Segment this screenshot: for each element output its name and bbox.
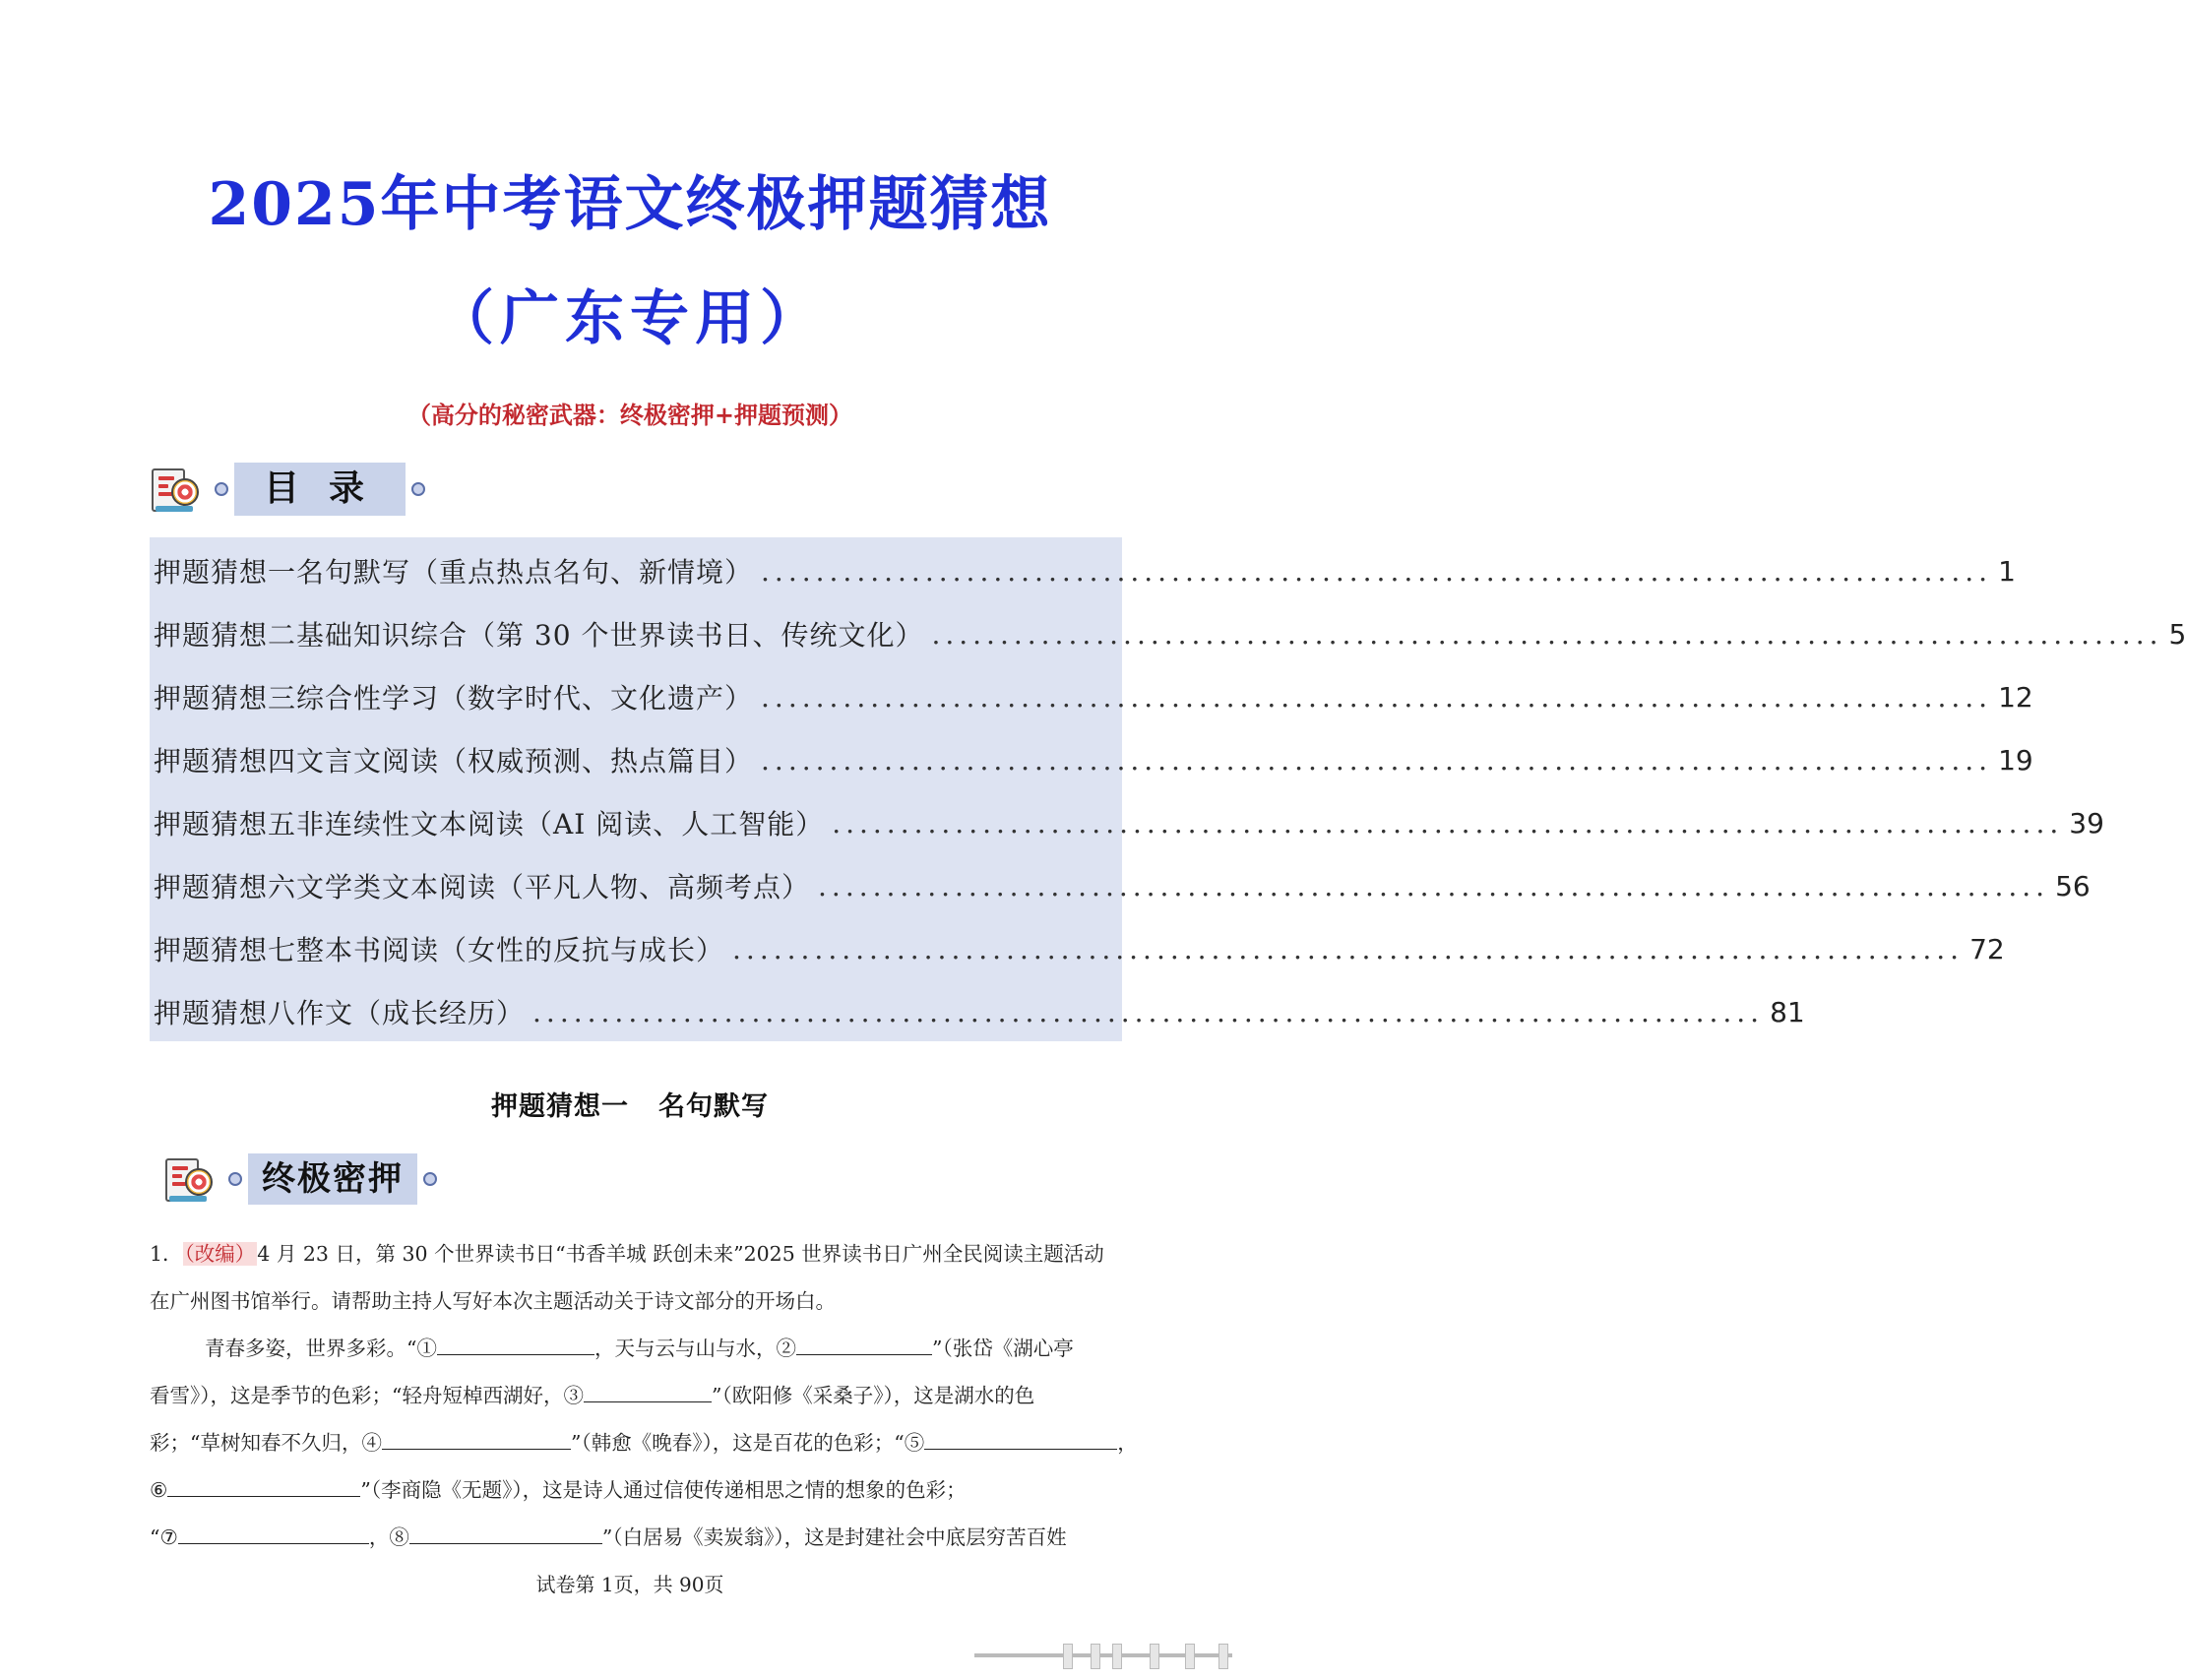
question-line: “⑦ ，⑧ ”（白居易《卖炭翁》），这是封建社会中底层穷苦百姓 [150,1525,1067,1549]
toc-page-number: 56 [2055,869,2091,902]
toc-page-number: 19 [1998,743,2033,777]
toc-item[interactable]: 押题猜想三 综合性学习（数字时代、文化遗产） .......................................................................................... 12 [154,680,2033,715]
document-tagline: （高分的秘密武器：终极密押+押题预测） [406,401,853,429]
toc-item[interactable]: 押题猜想八 作文（成长经历） .......................................................................................... 81 [154,995,1805,1029]
toc-item[interactable]: 押题猜想二 基础知识综合（第 30 个世界读书日、传统文化） .......................................................................................... 5 [154,617,2186,652]
toc-header [150,463,431,516]
horizontal-scrollbar[interactable] [974,1644,1232,1667]
toc-page-number: 1 [1998,554,2016,588]
dot-leader: .......................................................................................... [761,680,1993,714]
dot-leader: .......................................................................................... [532,995,1765,1028]
dot-leader: .......................................................................................... [761,554,1993,588]
scrollbar-thumb[interactable] [1112,1644,1122,1669]
dot-leader: .......................................................................................... [732,932,1965,965]
question-text [150,1230,1138,1561]
toc-page-number: 72 [1969,932,2005,965]
section-title: 押题猜想一 名句默写 [491,1091,769,1122]
question-line: 彩；“草树知春不久归，④ ”（韩愈《晚春》），这是百花的色彩；“⑤ ， [150,1431,1138,1455]
bullet-dot [423,1172,437,1186]
question-line: 青春多姿，世界多彩。“① ，天与云与山与水，② ”（张岱《湖心亭 [205,1337,1074,1360]
answer-blank-8[interactable] [409,1524,602,1544]
dot-leader: .......................................................................................... [818,869,2050,902]
toc-item[interactable]: 押题猜想四 文言文阅读（权威预测、热点篇目） .......................................................................................... 19 [154,743,2033,778]
toc-page-number: 12 [1998,680,2033,714]
toc-item[interactable]: 押题猜想五 非连续性文本阅读（AI 阅读、人工智能） .......................................................................................... 39 [154,806,2104,840]
toc-page-number: 81 [1770,995,1805,1028]
question-line: 在广州图书馆举行。请帮助主持人写好本次主题活动关于诗文部分的开场白。 [150,1289,836,1313]
answer-blank-3[interactable] [584,1382,712,1402]
answer-blank-1[interactable] [437,1335,594,1355]
scrollbar-thumb[interactable] [1218,1644,1228,1669]
document-subtitle: （广东专用） [435,284,825,353]
bullet-dot [215,482,228,496]
answer-blank-6[interactable] [167,1476,360,1497]
scrollbar-thumb[interactable] [1150,1644,1159,1669]
toc-item[interactable]: 押题猜想六 文学类文本阅读（平凡人物、高频考点） .......................................................................................... 56 [154,869,2091,903]
scrollbar-thumb[interactable] [1091,1644,1100,1669]
toc-item[interactable]: 押题猜想一 名句默写（重点热点名句、新情境） .......................................................................................... 1 [154,554,2016,589]
toc-page-number: 5 [2168,617,2186,651]
page-footer: 试卷第 1页，共 90页 [535,1573,724,1596]
bullet-dot [228,1172,242,1186]
question-line: 看雪》），这是季节的色彩；“轻舟短棹西湖好，③ ”（欧阳修《采桑子》），这是湖水的色 [150,1384,1035,1407]
target-document-icon [163,1156,217,1202]
dot-leader: .......................................................................................... [832,806,2064,840]
dot-leader: .......................................................................................... [761,743,1993,777]
toc-item[interactable]: 押题猜想七 整本书阅读（女性的反抗与成长） .......................................................................................... 72 [154,932,2005,966]
answer-blank-4[interactable] [382,1429,571,1450]
scrollbar-thumb[interactable] [1185,1644,1195,1669]
adapted-tag: （改编） [184,1242,256,1266]
answer-blank-5[interactable] [924,1429,1117,1450]
scrollbar-thumb[interactable] [1063,1644,1073,1669]
question-line: ⑥ ”（李商隐《无题》），这是诗人通过信使传递相思之情的想象的色彩； [150,1478,967,1502]
document-title: 2025年中考语文终极押题猜想 [208,170,1052,239]
section-badge: 终极密押 [248,1153,417,1205]
table-of-contents [150,537,2186,1041]
question-line: 1．（改编）4 月 23 日，第 30 个世界读书日“书香羊城 跃创未来”2025 世界读书日广州全民阅读主题活动 [150,1242,1104,1266]
section-badge-header [163,1153,443,1205]
toc-page-number: 39 [2069,806,2104,840]
answer-blank-2[interactable] [796,1335,932,1355]
dot-leader: .......................................................................................... [931,617,2163,651]
target-document-icon [150,467,203,512]
bullet-dot [411,482,425,496]
toc-heading: 目录 [234,463,406,516]
answer-blank-7[interactable] [178,1524,369,1544]
